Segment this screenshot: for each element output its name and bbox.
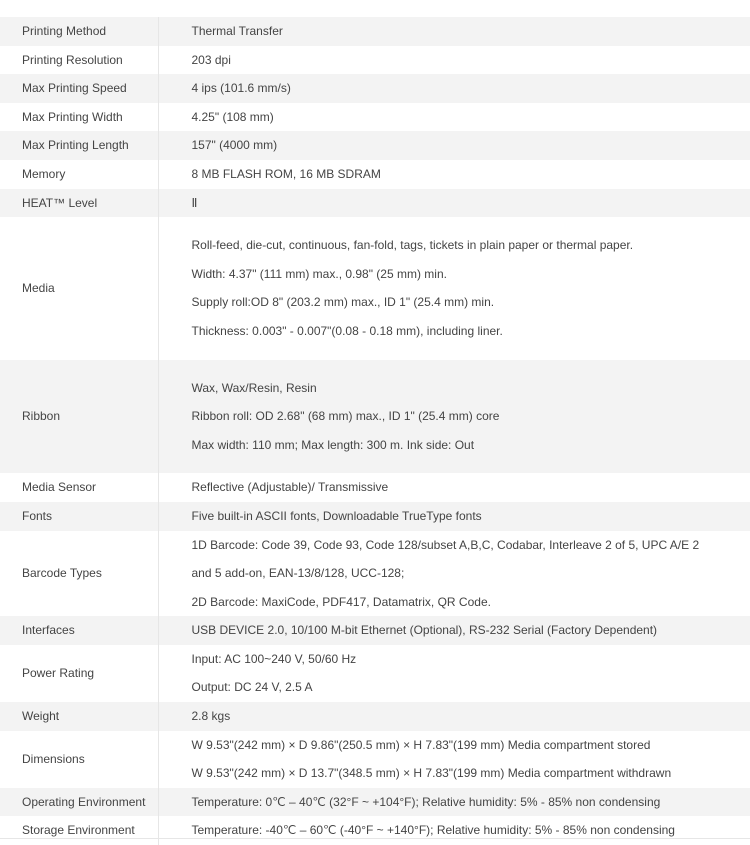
spec-value [158,360,750,474]
spec-label: Printing Resolution [0,46,158,75]
spec-value-line: 2D Barcode: MaxiCode, PDF417, Datamatrix, QR Code. [192,588,750,617]
spec-value [158,103,750,132]
spec-value-line: Thermal Transfer [192,17,750,46]
spec-value [158,816,750,845]
spec-row [0,189,750,218]
spec-value [158,217,750,359]
spec-value-line: Wax, Wax/Resin, Resin [192,374,750,403]
spec-row [0,217,750,359]
spec-label: Weight [0,702,158,731]
spec-label: HEAT™ Level [0,189,158,218]
spec-value [158,702,750,731]
spec-value [158,645,750,702]
spec-row [0,502,750,531]
spec-label: Storage Environment [0,816,158,845]
spec-label: Barcode Types [0,531,158,617]
spec-label: Max Printing Speed [0,74,158,103]
spec-value [158,473,750,502]
spec-label: Ribbon [0,360,158,474]
spec-value-line: Supply roll:OD 8" (203.2 mm) max., ID 1" (25.4 mm) min. [192,288,750,317]
spec-row [0,702,750,731]
spec-row [0,473,750,502]
spec-value [158,17,750,46]
spec-row [0,17,750,46]
spec-label: Printing Method [0,17,158,46]
spec-row [0,531,750,617]
spec-label: Operating Environment [0,788,158,817]
spec-value-line: 157" (4000 mm) [192,131,750,160]
spec-value-line: Five built-in ASCII fonts, Downloadable TrueType fonts [192,502,750,531]
spec-value-line: Temperature: -40℃ – 60℃ (-40°F ~ +140°F); Relative humidity: 5% - 85% non condensing [192,816,750,845]
spec-value-line: 203 dpi [192,46,750,75]
spec-label: Dimensions [0,731,158,788]
spec-value-line: Ⅱ [192,189,750,218]
spec-row [0,74,750,103]
table-bottom-border [0,838,750,839]
spec-label: Max Printing Width [0,103,158,132]
spec-row [0,645,750,702]
spec-value [158,131,750,160]
spec-value [158,731,750,788]
spec-row [0,46,750,75]
spec-value [158,788,750,817]
spec-label: Media [0,217,158,359]
spec-label: Interfaces [0,616,158,645]
spec-value [158,189,750,218]
spec-value [158,616,750,645]
spec-value-line: and 5 add-on, EAN-13/8/128, UCC-128; [192,559,750,588]
spec-row [0,131,750,160]
spec-value-line: 4 ips (101.6 mm/s) [192,74,750,103]
spec-label: Power Rating [0,645,158,702]
spec-value-line: Roll-feed, die-cut, continuous, fan-fold, tags, tickets in plain paper or thermal paper. [192,231,750,260]
spec-value-line: 2.8 kgs [192,702,750,731]
specifications-table [0,17,750,845]
spec-value [158,46,750,75]
spec-value-line: Reflective (Adjustable)/ Transmissive [192,473,750,502]
specifications-table-body [0,17,750,845]
spec-label: Media Sensor [0,473,158,502]
spec-value-line: Width: 4.37" (111 mm) max., 0.98" (25 mm) min. [192,260,750,289]
spec-value-line: Ribbon roll: OD 2.68" (68 mm) max., ID 1" (25.4 mm) core [192,402,750,431]
spec-row [0,788,750,817]
spec-row [0,160,750,189]
spec-value [158,502,750,531]
spec-row [0,103,750,132]
spec-row [0,360,750,474]
spec-value-line: 4.25" (108 mm) [192,103,750,132]
spec-row [0,616,750,645]
spec-value [158,74,750,103]
spec-value-line: Temperature: 0℃ – 40℃ (32°F ~ +104°F); Relative humidity: 5% - 85% non condensing [192,788,750,817]
spec-value [158,531,750,617]
spec-value-line: Output: DC 24 V, 2.5 A [192,673,750,702]
spec-row [0,816,750,845]
spec-value-line: 1D Barcode: Code 39, Code 93, Code 128/subset A,B,C, Codabar, Interleave 2 of 5, UPC A/E 2 [192,531,750,560]
spec-value-line: Input: AC 100~240 V, 50/60 Hz [192,645,750,674]
spec-value [158,160,750,189]
spec-label: Memory [0,160,158,189]
spec-value-line: 8 MB FLASH ROM, 16 MB SDRAM [192,160,750,189]
spec-value-line: USB DEVICE 2.0, 10/100 M-bit Ethernet (Optional), RS-232 Serial (Factory Dependent) [192,616,750,645]
spec-label: Max Printing Length [0,131,158,160]
spec-value-line: W 9.53"(242 mm) × D 9.86"(250.5 mm) × H 7.83"(199 mm) Media compartment stored [192,731,750,760]
spec-label: Fonts [0,502,158,531]
spec-value-line: W 9.53"(242 mm) × D 13.7"(348.5 mm) × H 7.83"(199 mm) Media compartment withdrawn [192,759,750,788]
spec-value-line: Max width: 110 mm; Max length: 300 m. Ink side: Out [192,431,750,460]
spec-row [0,731,750,788]
spec-value-line: Thickness: 0.003" - 0.007"(0.08 - 0.18 mm), including liner. [192,317,750,346]
